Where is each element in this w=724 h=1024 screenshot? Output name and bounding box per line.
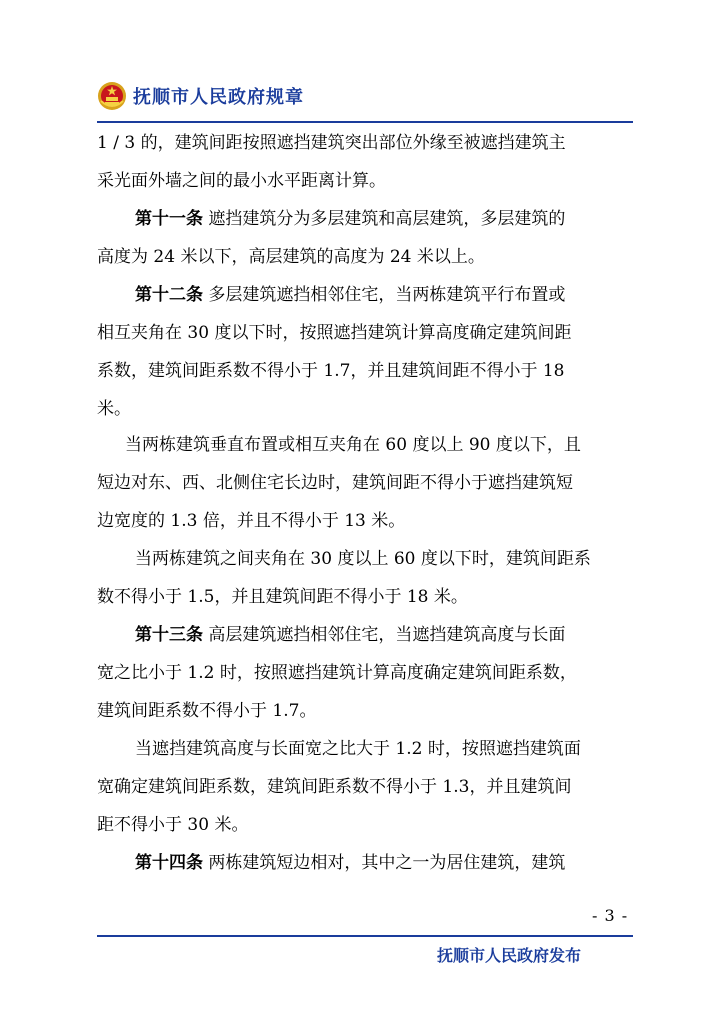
body-text: 两栋建筑短边相对，其中之一为居住建筑，建筑 — [203, 853, 566, 873]
document-header — [97, 76, 304, 116]
body-text: 多层建筑遮挡相邻住宅，当两栋建筑平行布置或 — [203, 285, 566, 305]
body-text: 相互夹角在 30 度以下时，按照遮挡建筑计算高度确定建筑间距 — [97, 323, 572, 343]
body-line — [135, 622, 565, 648]
body-line — [97, 584, 468, 610]
body-line — [97, 774, 571, 800]
body-text: 距不得小于 30 米。 — [97, 815, 249, 835]
body-text: 当两栋建筑之间夹角在 30 度以上 60 度以下时，建筑间距系 — [135, 549, 591, 569]
body-line — [135, 282, 565, 308]
body-line — [97, 660, 577, 686]
body-text: 遮挡建筑分为多层建筑和高层建筑，多层建筑的 — [203, 209, 566, 229]
body-text: 采光面外墙之间的最小水平距离计算。 — [97, 171, 386, 191]
body-text: 米。 — [97, 399, 131, 419]
body-line — [125, 432, 581, 458]
body-text: 短边对东、西、北侧住宅长边时，建筑间距不得小于遮挡建筑短 — [97, 473, 573, 493]
body-text: 边宽度的 1.3 倍，并且不得小于 13 米。 — [97, 511, 406, 531]
body-text: 高度为 24 米以下，高层建筑的高度为 24 米以上。 — [97, 247, 485, 267]
body-line — [97, 244, 485, 270]
body-line — [135, 736, 581, 762]
page-number: - 3 - — [592, 906, 629, 925]
body-text: 建筑间距系数不得小于 1.7。 — [97, 701, 317, 721]
body-text: 宽确定建筑间距系数，建筑间距系数不得小于 1.3，并且建筑间 — [97, 777, 572, 797]
national-emblem-icon — [97, 81, 127, 111]
body-line — [135, 206, 565, 232]
header-title: 抚顺市人民政府规章 — [133, 87, 304, 108]
body-text: 系数，建筑间距系数不得小于 1.7，并且建筑间距不得小于 18 — [97, 361, 565, 381]
body-line — [97, 130, 566, 156]
body-line — [97, 358, 564, 384]
body-line — [135, 546, 591, 572]
footer-divider — [97, 935, 633, 937]
body-text: 当两栋建筑垂直布置或相互夹角在 60 度以上 90 度以下，且 — [125, 435, 581, 455]
body-text: 1 / 3 的，建筑间距按照遮挡建筑突出部位外缘至被遮挡建筑主 — [97, 133, 566, 153]
header-divider — [97, 121, 633, 123]
body-text: 高层建筑遮挡相邻住宅，当遮挡建筑高度与长面 — [203, 625, 566, 645]
body-line — [97, 812, 248, 838]
body-line — [97, 396, 131, 422]
article-number: 第十二条 — [135, 285, 203, 305]
body-text: 当遮挡建筑高度与长面宽之比大于 1.2 时，按照遮挡建筑面 — [135, 739, 581, 759]
body-line — [135, 850, 565, 876]
footer-publisher: 抚顺市人民政府发布 — [437, 946, 582, 965]
body-line — [97, 470, 573, 496]
article-number: 第十三条 — [135, 625, 203, 645]
article-number: 第十四条 — [135, 853, 203, 873]
body-line — [97, 168, 386, 194]
article-number: 第十一条 — [135, 209, 203, 229]
body-text: 数不得小于 1.5，并且建筑间距不得小于 18 米。 — [97, 587, 468, 607]
body-line — [97, 320, 571, 346]
body-line — [97, 698, 316, 724]
body-line — [97, 508, 405, 534]
body-text: 宽之比小于 1.2 时，按照遮挡建筑计算高度确定建筑间距系数， — [97, 663, 577, 683]
